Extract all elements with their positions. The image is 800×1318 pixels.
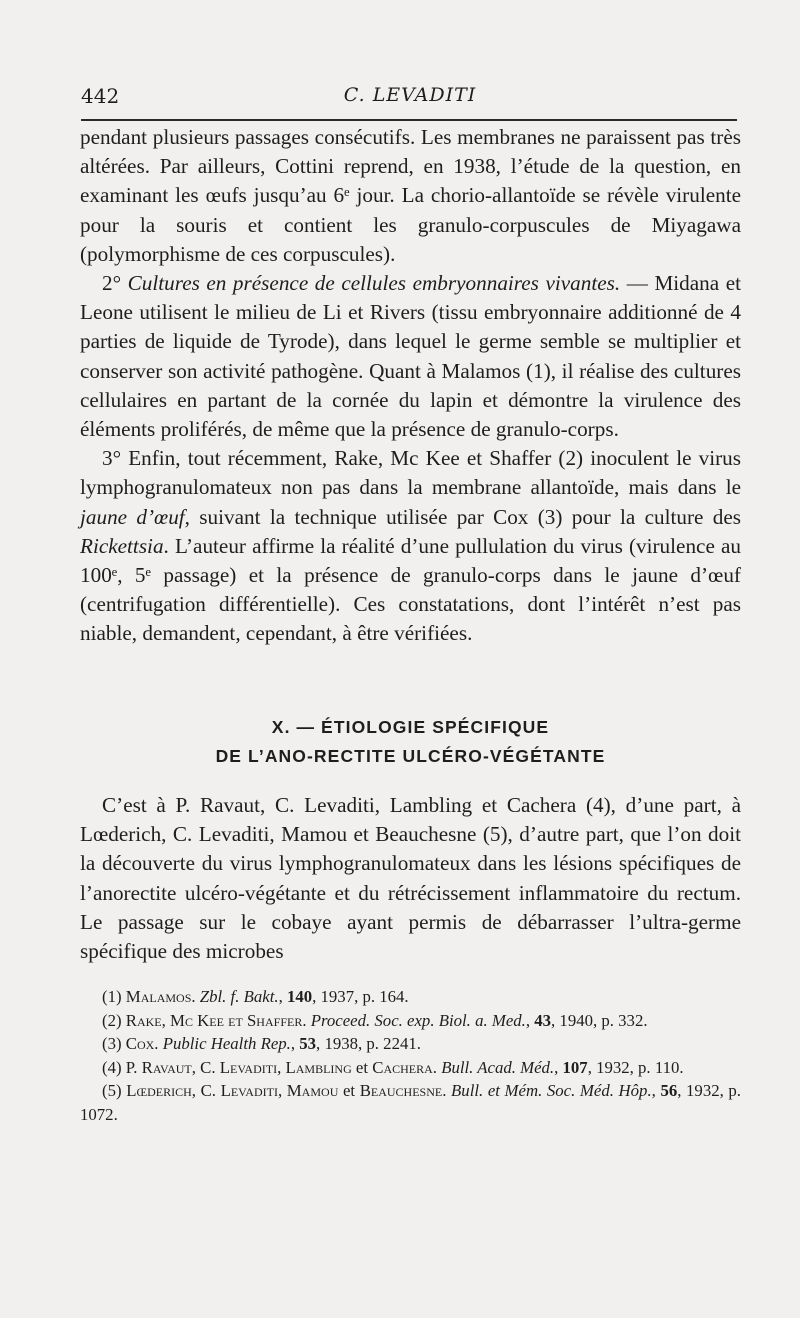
footnote-author-part: Lœderich [126,1081,192,1100]
paragraph-3-italic-jaune: jaune d’œuf [80,504,185,529]
footnote-volume: 107 [562,1057,588,1077]
footnote-rest: , 1937, p. 164. [312,987,409,1006]
paragraph-2-text: — Midana et Leone utilisent le milieu de Li et Rivers (tissu embryonnaire additionné de 4 parties de liquide de Tyrode), dans lequel le germe semble se multiplier et conserver son activité pathogène. Quant à Malamos (1), il réalise des cultures cellulaires en partant de la cornée du lapin et démontre la virulence des éléments proliférés, de même que la présence de granulo-corps. [80,271,742,442]
footnote-2: (2) Rake, Mc Kee et Shaffer. Proceed. Soc. exp. Biol. a. Med., 43, 1940, p. 332. [102,1010,648,1030]
footnote-rest: , 1932, p. 110. [587,1057,684,1077]
body-text-top [80,123,741,649]
paragraph-2-number: 2° [102,271,122,296]
paragraph-4: C’est à P. Ravaut, C. Levaditi, Lambling et Cachera (4), d’une part, à Lœderich, C. Levaditi, Mamou et Beauchesne (5), d’autre part, que l’on doit la découverte du virus lymphogranulomateux dans les lésions spécifiques de l’anorectite ulcéro-végétante et du rétrécissement inflammatoire du rectum. Le passage sur le cobaye ayant permis de débarrasser l’ultra-germe spécifique des microbes [80,793,741,964]
section-title-line-2: DE L’ANO-RECTITE ULCÉRO-VÉGÉTANTE [215,746,606,766]
footnote-volume: 56 [660,1081,678,1100]
paragraph-2 [80,269,741,444]
body-text-bottom [80,791,741,966]
footnote-authors: Rake, Mc Kee et Shaffer. [125,1010,307,1030]
footnote-author-part: Ravaut [141,1057,192,1077]
running-head: C. LEVADITI [343,84,477,106]
footnote-number: (5) [102,1081,122,1100]
footnote-3: (3) Cox. Public Health Rep., 53, 1938, p. 2241. [102,1034,421,1053]
footnote-author-part: , C. [191,1081,221,1100]
footnote-author-part: P. [125,1057,142,1077]
page-number: 442 [81,84,120,108]
footnote-number: (3) [102,1034,122,1053]
paragraph-3-text-e: . L’auteur affirme la réalité d’une pullulation du virus (virulence au 100ᵉ, 5ᵉ passage) et la présence de granulo-corps dans le jaune d’œuf (centrifugation différentielle). Ces constatations, dont l’intérêt n’est pas niable, demandent, cependant, à être vérifiées. [80,533,741,646]
footnote-1: (1) Malamos. Zbl. f. Bakt., 140, 1937, p. 164. [102,987,409,1006]
footnote-author-part: Levaditi [220,1081,278,1100]
header-rule [81,119,737,121]
footnotes [80,985,741,1126]
paragraph-3 [80,444,741,648]
footnote-number: (4) [102,1057,122,1077]
footnote-author-part: Mamou [286,1081,339,1100]
footnote-4: (4) P. Ravaut, C. Levaditi, Lambling et Cachera. Bull. Acad. Méd., 107, 1932, p. 110. [102,1057,684,1077]
paragraph-1: pendant plusieurs passages consécutifs. Les membranes ne paraissent pas très altérées. Par ailleurs, Cottini reprend, en 1938, l’étude de la question, en examinant les œufs jusqu’au 6ᵉ jour. La chorio-allantoïde se révèle virulente pour la souris et contient les granulo-corpuscules de Miyagawa (polymorphisme de ces corpuscules). [80,125,741,266]
footnote-volume: 53 [299,1034,317,1053]
footnote-5: (5) Lœderich, C. Levaditi, Mamou et Beauchesne. Bull. et Mém. Soc. Méd. Hôp., 56, 1932, p. 1072. [80,1081,741,1124]
footnote-authors: Cox. [125,1034,159,1053]
footnote-authors: Malamos. [125,987,196,1006]
paragraph-3-text-a: 3° Enfin, tout récemment, Rake, Mc Kee et Shaffer (2) inoculent le virus lymphogranulomateux non pas dans la membrane allantoïde, mais dans le [80,446,741,500]
footnote-author-part: , C. [191,1057,220,1077]
paragraph-3-italic-rickettsia: Rickettsia [80,533,164,558]
footnote-rest: , 1940, p. 332. [551,1010,648,1030]
section-title-line-1: X. — ÉTIOLOGIE SPÉCIFIQUE [271,717,550,737]
footnote-author-part: , [277,1081,287,1100]
footnote-journal: Bull. Acad. Méd. [441,1057,555,1077]
footnote-author-part: Beauchesne. [359,1081,447,1100]
footnote-volume: 43 [534,1010,552,1030]
footnote-author-part: Lambling [285,1057,352,1077]
paragraph-3-text-c: , suivant la technique utilisée par Cox (3) pour la culture des [184,504,741,529]
footnote-number: (2) [102,1010,122,1030]
paragraph-2-title: Cultures en présence de cellules embryonnaires vivantes. [127,271,621,296]
footnote-journal: Bull. et Mém. Soc. Méd. Hôp. [451,1081,652,1100]
footnote-author-part: Cachera. [372,1057,437,1077]
footnote-author-part: Levaditi [219,1057,278,1077]
footnote-number: (1) [102,987,122,1006]
footnote-author-part: , [277,1057,286,1077]
footnote-author-part: et [338,1081,360,1100]
page-header [81,84,739,114]
footnote-volume: 140 [286,987,313,1006]
footnote-journal: Zbl. f. Bakt. [199,987,279,1006]
footnote-author-part: et [351,1057,373,1077]
footnote-rest: , 1938, p. 2241. [316,1034,421,1053]
footnote-journal: Proceed. Soc. exp. Biol. a. Med. [310,1010,526,1030]
footnote-journal: Public Health Rep. [162,1034,291,1053]
footnote-rest: , 1932, p. 1072. [80,1081,741,1124]
